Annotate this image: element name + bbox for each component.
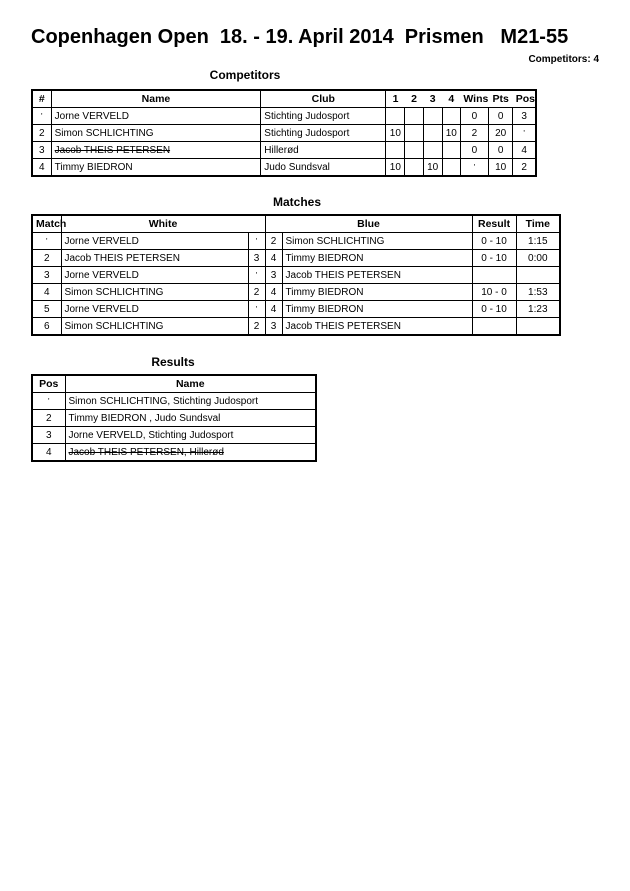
- match-blue-name: Simon SCHLICHTING: [282, 233, 472, 250]
- col-header-result-name: Name: [65, 375, 316, 393]
- match-row: [32, 318, 560, 336]
- match-white-number: 2: [248, 318, 265, 336]
- match-white-number: 3: [248, 250, 265, 267]
- competitor-score-r3: [423, 142, 442, 159]
- competitor-score-r4: [442, 142, 460, 159]
- competitor-wins: 0: [460, 142, 488, 159]
- match-white-number: ': [248, 233, 265, 250]
- match-result: 0 - 10: [472, 233, 516, 250]
- competitor-number: 4: [32, 159, 51, 177]
- match-white-name: Simon SCHLICHTING: [61, 284, 248, 301]
- match-result: [472, 318, 516, 336]
- match-row: [32, 233, 560, 250]
- result-row: [32, 444, 316, 462]
- competitors-header-row: [32, 90, 536, 108]
- result-name: Timmy BIEDRON , Judo Sundsval: [65, 410, 316, 427]
- match-white-name: Jorne VERVELD: [61, 301, 248, 318]
- results-table: [31, 374, 317, 462]
- competitor-club: Judo Sundsval: [261, 159, 386, 177]
- col-header-blue: Blue: [265, 215, 472, 233]
- col-header-num: #: [32, 90, 51, 108]
- col-header-r1: 1: [386, 90, 405, 108]
- competitor-score-r4: 10: [442, 125, 460, 142]
- match-time: 1:23: [516, 301, 560, 318]
- competitor-points: 0: [489, 142, 513, 159]
- match-result: [472, 267, 516, 284]
- result-position: ': [32, 393, 65, 410]
- col-header-result: Result: [472, 215, 516, 233]
- match-blue-number: 2: [265, 233, 282, 250]
- competitor-score-r3: [423, 108, 442, 125]
- matches-header-row: [32, 215, 560, 233]
- col-header-pos: Pos: [513, 90, 536, 108]
- result-name: Jacob THEIS PETERSEN, Hillerød: [65, 444, 316, 462]
- match-time: 0:00: [516, 250, 560, 267]
- col-header-name: Name: [51, 90, 261, 108]
- col-header-match: Match: [32, 215, 61, 233]
- col-header-white: White: [61, 215, 265, 233]
- competitor-name: Jacob THEIS PETERSEN: [51, 142, 261, 159]
- col-header-time: Time: [516, 215, 560, 233]
- result-row: [32, 427, 316, 444]
- competitors-table: [31, 89, 537, 177]
- result-row: [32, 393, 316, 410]
- competitor-score-r3: [423, 125, 442, 142]
- matches-table: [31, 214, 561, 336]
- competitor-row: [32, 142, 536, 159]
- result-position: 2: [32, 410, 65, 427]
- competitor-club: Stichting Judosport: [261, 108, 386, 125]
- match-number: 3: [32, 267, 61, 284]
- results-header-row: [32, 375, 316, 393]
- competitor-score-r2: [405, 125, 423, 142]
- competitor-score-r4: [442, 159, 460, 177]
- competitor-number: ': [32, 108, 51, 125]
- competitor-score-r1: 10: [386, 159, 405, 177]
- match-number: 6: [32, 318, 61, 336]
- match-number: 4: [32, 284, 61, 301]
- match-row: [32, 301, 560, 318]
- result-row: [32, 410, 316, 427]
- page-title: Copenhagen Open 18. - 19. April 2014 Prismen M21-55: [31, 26, 569, 48]
- competitor-position: 4: [513, 142, 536, 159]
- match-row: [32, 284, 560, 301]
- competitor-club: Hillerød: [261, 142, 386, 159]
- col-header-r3: 3: [423, 90, 442, 108]
- match-blue-name: Timmy BIEDRON: [282, 284, 472, 301]
- match-time: [516, 318, 560, 336]
- competitor-score-r2: [405, 142, 423, 159]
- competitor-name: Timmy BIEDRON: [51, 159, 261, 177]
- match-time: 1:15: [516, 233, 560, 250]
- competitor-wins: 2: [460, 125, 488, 142]
- competitor-name: Simon SCHLICHTING: [51, 125, 261, 142]
- match-number: 5: [32, 301, 61, 318]
- match-blue-name: Jacob THEIS PETERSEN: [282, 318, 472, 336]
- col-header-result-pos: Pos: [32, 375, 65, 393]
- col-header-wins: Wins: [460, 90, 488, 108]
- match-blue-number: 4: [265, 250, 282, 267]
- results-section-title: Results: [151, 355, 195, 369]
- result-position: 3: [32, 427, 65, 444]
- competitors-count: Competitors: 4: [528, 54, 599, 65]
- competitor-number: 3: [32, 142, 51, 159]
- col-header-r2: 2: [405, 90, 423, 108]
- match-result: 0 - 10: [472, 250, 516, 267]
- col-header-club: Club: [261, 90, 386, 108]
- match-white-name: Jorne VERVELD: [61, 267, 248, 284]
- competitor-number: 2: [32, 125, 51, 142]
- competitor-row: [32, 108, 536, 125]
- match-white-name: Jacob THEIS PETERSEN: [61, 250, 248, 267]
- match-result: 0 - 10: [472, 301, 516, 318]
- matches-section-title: Matches: [272, 195, 322, 209]
- match-blue-name: Timmy BIEDRON: [282, 250, 472, 267]
- competitor-name: Jorne VERVELD: [51, 108, 261, 125]
- competitor-row: [32, 125, 536, 142]
- match-white-number: ': [248, 267, 265, 284]
- competitor-score-r3: 10: [423, 159, 442, 177]
- match-blue-name: Jacob THEIS PETERSEN: [282, 267, 472, 284]
- competitor-score-r2: [405, 159, 423, 177]
- match-white-name: Simon SCHLICHTING: [61, 318, 248, 336]
- competitor-wins: 0: [460, 108, 488, 125]
- competitors-section-title: Competitors: [209, 68, 281, 82]
- competitor-points: 10: [489, 159, 513, 177]
- match-result: 10 - 0: [472, 284, 516, 301]
- match-row: [32, 250, 560, 267]
- match-white-name: Jorne VERVELD: [61, 233, 248, 250]
- result-name: Jorne VERVELD, Stichting Judosport: [65, 427, 316, 444]
- match-time: 1:53: [516, 284, 560, 301]
- competitor-score-r1: [386, 108, 405, 125]
- match-time: [516, 267, 560, 284]
- competitor-club: Stichting Judosport: [261, 125, 386, 142]
- competitor-score-r1: [386, 142, 405, 159]
- result-name: Simon SCHLICHTING, Stichting Judosport: [65, 393, 316, 410]
- competitor-position: 2: [513, 159, 536, 177]
- competitor-score-r4: [442, 108, 460, 125]
- competitor-points: 0: [489, 108, 513, 125]
- match-row: [32, 267, 560, 284]
- match-number: 2: [32, 250, 61, 267]
- match-blue-name: Timmy BIEDRON: [282, 301, 472, 318]
- competitor-row: [32, 159, 536, 177]
- match-blue-number: 4: [265, 301, 282, 318]
- result-position: 4: [32, 444, 65, 462]
- competitor-score-r2: [405, 108, 423, 125]
- match-number: ': [32, 233, 61, 250]
- competitor-points: 20: [489, 125, 513, 142]
- competitor-position: 3: [513, 108, 536, 125]
- match-white-number: 2: [248, 284, 265, 301]
- match-blue-number: 4: [265, 284, 282, 301]
- col-header-r4: 4: [442, 90, 460, 108]
- competitor-position: ': [513, 125, 536, 142]
- col-header-pts: Pts: [489, 90, 513, 108]
- match-blue-number: 3: [265, 267, 282, 284]
- competitor-score-r1: 10: [386, 125, 405, 142]
- match-blue-number: 3: [265, 318, 282, 336]
- competitor-wins: ': [460, 159, 488, 177]
- match-white-number: ': [248, 301, 265, 318]
